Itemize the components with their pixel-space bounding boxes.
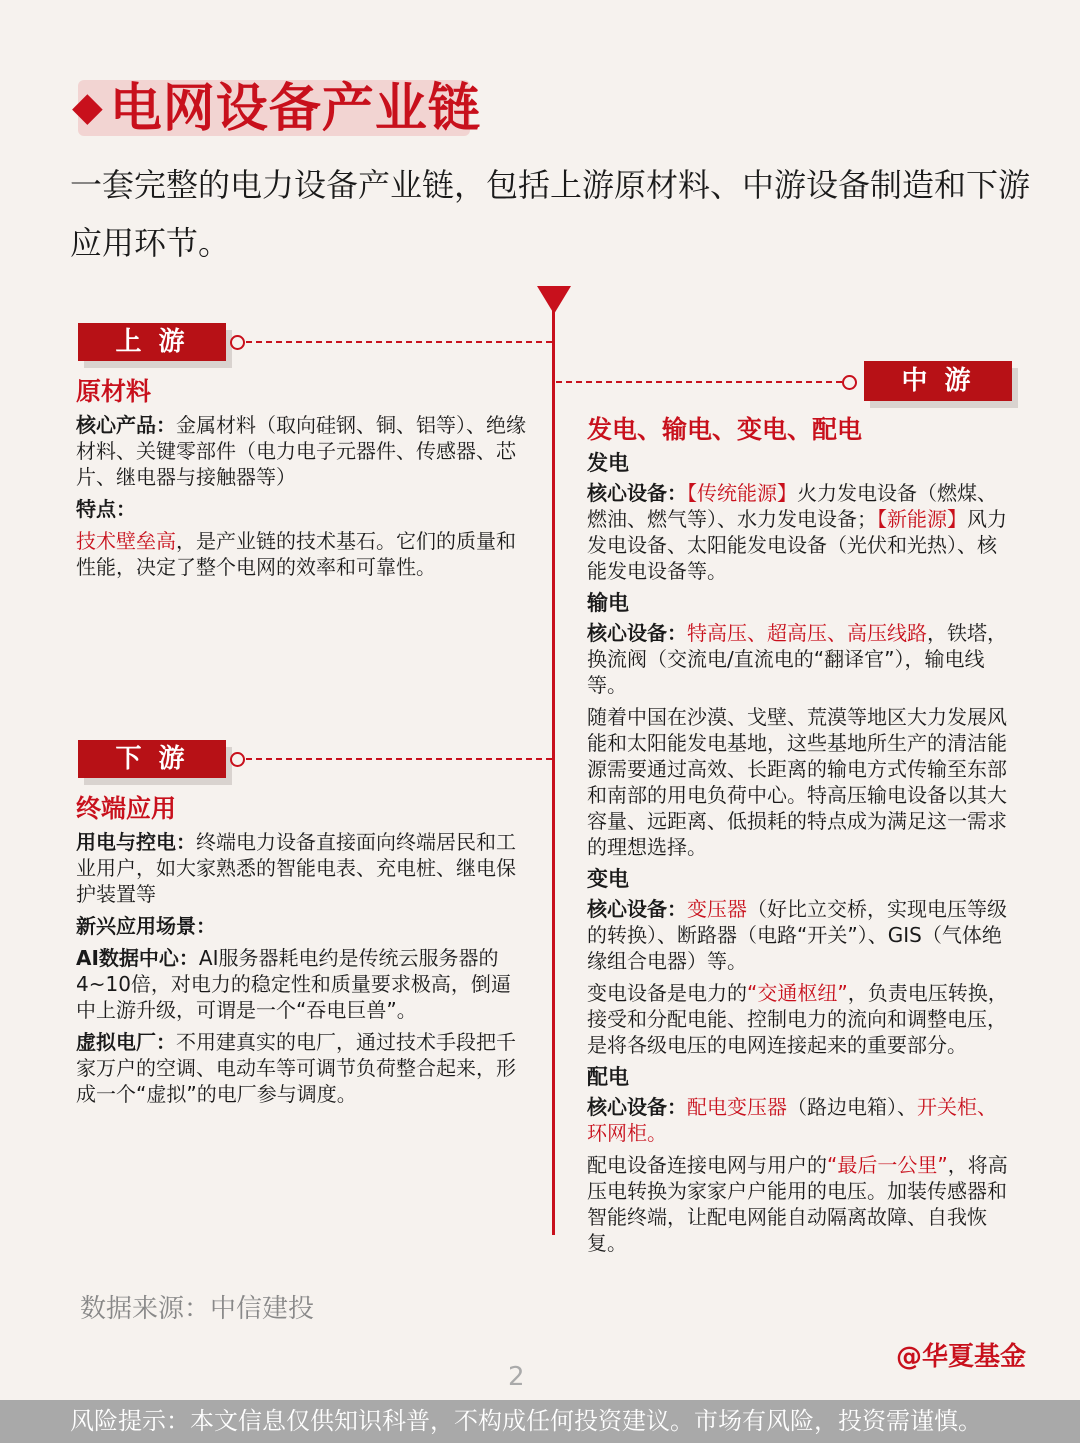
data-source: 数据来源：中信建投: [80, 1294, 315, 1324]
substation-subheading: 变电: [587, 867, 629, 891]
gen-highlight-new: 【新能源】: [877, 507, 967, 531]
midstream-heading: 发电、输电、变电、配电: [587, 415, 863, 444]
substation-para-highlight: “交通枢纽”: [747, 981, 848, 1005]
intro-text: 一套完整的电力设备产业链，包括上游原材料、中游设备制造和下游应用环节。: [70, 166, 1031, 262]
upstream-feature-text: ，是产业链的技术基石。它们的质量和性能，决定了整个电网的效率和可靠性。: [76, 529, 516, 579]
upstream-feature-label: 特点：: [76, 497, 136, 521]
upstream-core-text: 金属材料（取向硅钢、铜、铝等）、绝缘材料、关键零部件（电力电子元器件、传感器、芯片、继电器与接触器等）: [76, 413, 526, 489]
midstream-label: 中 游: [864, 361, 1012, 401]
substation-core-label: 核心设备：: [587, 897, 687, 921]
downstream-ai: [76, 945, 522, 1023]
downstream-use-text: 终端电力设备直接面向终端居民和工业用户，如大家熟悉的智能电表、充电桩、继电保护装置等: [76, 830, 516, 906]
diamond-icon: ◆: [72, 84, 104, 130]
downstream-heading: 终端应用: [76, 794, 177, 823]
timeline-line: [552, 300, 555, 1235]
gen-text-2: 风力发电设备、太阳能发电设备（光伏和光热）、核能发电设备等。: [587, 507, 1007, 583]
dist-core-label: 核心设备：: [587, 1095, 687, 1119]
substation-highlight: 变压器: [687, 897, 747, 921]
upstream-core-products: [76, 412, 532, 490]
trans-subheading: 输电: [587, 591, 629, 615]
brand-handle: @华夏基金: [896, 1342, 1027, 1372]
downstream-vpp-label: 虚拟电厂：: [76, 1030, 176, 1054]
dist-para-a: 配电设备连接电网与用户的: [587, 1153, 827, 1177]
gen-subheading: 发电: [587, 451, 629, 475]
upstream-connector-line: [246, 341, 552, 343]
downstream-use: [76, 829, 522, 907]
midstream-connector-line: [556, 381, 842, 383]
midstream-connector-dot: [842, 375, 857, 390]
upstream-core-label: 核心产品：: [76, 413, 176, 437]
dist-paragraph: [587, 1152, 1015, 1256]
dist-para-highlight: “最后一公里”: [827, 1153, 948, 1177]
downstream-use-label: 用电与控电：: [76, 830, 196, 854]
gen-core-label: 核心设备：: [587, 481, 687, 505]
substation-core: [587, 896, 1015, 974]
dist-subheading: 配电: [587, 1065, 629, 1089]
substation-para-a: 变电设备是电力的: [587, 981, 747, 1005]
downstream-ai-label: AI数据中心：: [76, 946, 199, 970]
substation-paragraph: [587, 980, 1015, 1058]
downstream-connector-line: [246, 758, 552, 760]
downstream-section: [76, 789, 522, 1113]
trans-core-label: 核心设备：: [587, 621, 687, 645]
page-title-text: 电网设备产业链: [109, 79, 481, 139]
substation-text: （好比立交桥，实现电压等级的转换）、断路器（电路“开关”）、GIS（气体绝缘组合电器）等。: [587, 897, 1007, 973]
dist-highlight-2: 开关柜、环网柜。: [587, 1095, 997, 1145]
downstream-ai-text: AI服务器耗电约是传统云服务器的4~10倍，对电力的稳定性和质量要求极高，倒逼中上游升级，可谓是一个“吞电巨兽”。: [76, 946, 511, 1022]
downstream-vpp: [76, 1029, 522, 1107]
gen-text-1: 火力发电设备（燃煤、燃油、燃气等）、水力发电设备；: [587, 481, 997, 531]
gen-core: [587, 480, 1015, 584]
trans-core: [587, 620, 1015, 698]
upstream-section: [76, 372, 532, 586]
upstream-feature-highlight: 技术壁垒高: [76, 529, 176, 553]
upstream-connector-dot: [230, 335, 245, 350]
page-title: [72, 66, 481, 141]
upstream-feature: [76, 528, 532, 580]
gen-highlight-traditional: 【传统能源】: [687, 481, 797, 505]
midstream-section: [587, 410, 1015, 1262]
trans-paragraph: 随着中国在沙漠、戈壁、荒漠等地区大力发展风能和太阳能发电基地，这些基地所生产的清洁能源需要通过高效、长距离的输电方式传输至东部和南部的用电负荷中心。特高压输电设备以其大容量、远距离、低损耗的特点成为满足这一需求的理想选择。: [587, 705, 1007, 859]
dist-para-b: ，将高压电转换为家家户户能用的电压。加装传感器和智能终端，让配电网能自动隔离故障、自我恢复。: [587, 1153, 1008, 1255]
downstream-new-label: 新兴应用场景：: [76, 914, 216, 938]
upstream-label: 上 游: [78, 323, 226, 361]
downstream-connector-dot: [230, 752, 245, 767]
trans-text: ，铁塔，换流阀（交流电/直流电的“翻译官”），输电线等。: [587, 621, 1007, 697]
upstream-heading: 原材料: [76, 377, 152, 406]
dist-highlight-1: 配电变压器: [687, 1095, 787, 1119]
risk-disclaimer: 风险提示：本文信息仅供知识科普，不构成任何投资建议。市场有风险，投资需谨慎。: [0, 1400, 1080, 1443]
downstream-label: 下 游: [78, 740, 226, 778]
dist-core: [587, 1094, 1015, 1146]
substation-para-b: ，负责电压转换，接受和分配电能、控制电力的流向和调整电压，是将各级电压的电网连接起来的重要部分。: [587, 981, 1008, 1057]
trans-highlight: 特高压、超高压、高压线路: [687, 621, 927, 645]
page-number: 2: [508, 1362, 525, 1392]
dist-text: （路边电箱）、: [787, 1095, 917, 1119]
downstream-vpp-text: 不用建真实的电厂，通过技术手段把千家万户的空调、电动车等可调节负荷整合起来，形成一个“虚拟”的电厂参与调度。: [76, 1030, 516, 1106]
